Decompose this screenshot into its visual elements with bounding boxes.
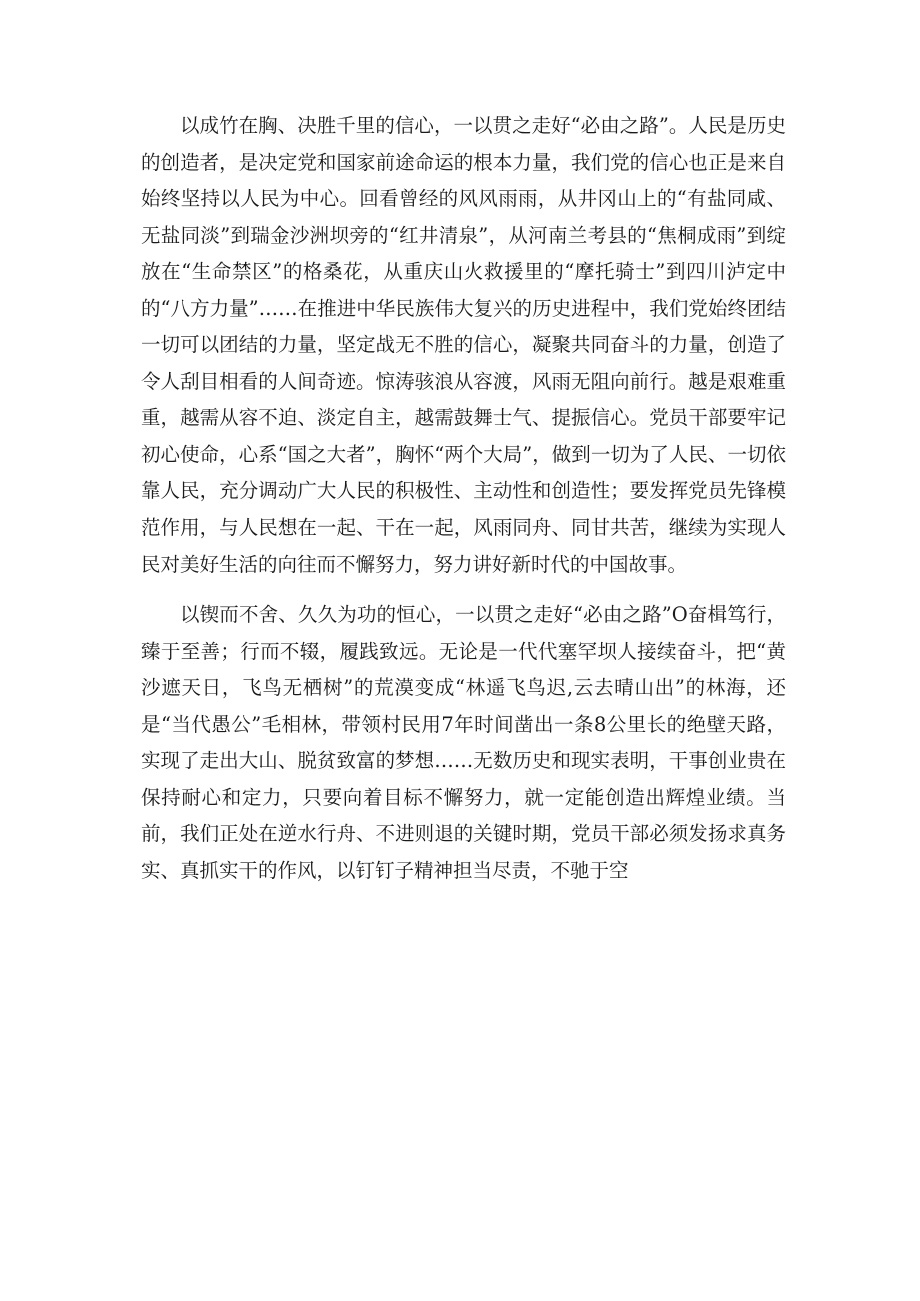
paragraph-1: 以成竹在胸、决胜千里的信心，一以贯之走好“必由之路”。人民是历史的创造者，是决定党和国家前途命运的根本力量，我们党的信心也正是来自始终坚持以人民为中心。回看曾经的风风雨雨，从井冈山上的“有盐同咸、无盐同淡”到瑞金沙洲坝旁的“红井清泉”，从河南兰考县的“焦桐成雨”到绽放在“生命禁区”的格桑花，从重庆山火救援里的“摩托骑士”到四川泸定中的“八方力量”……在推进中华民族伟大复兴的历史进程中，我们党始终团结一切可以团结的力量，坚定战无不胜的信心，凝聚共同奋斗的力量，创造了令人刮目相看的人间奇迹。惊涛骇浪从容渡，风雨无阻向前行。越是艰难重重，越需从容不迫、淡定自主，越需鼓舞士气、提振信心。党员干部要牢记初心使命，心系“国之大者”，胸怀“两个大局”，做到一切为了人民、一切依靠人民，充分调动广大人民的积极性、主动性和创造性；要发挥党员先锋模范作用，与人民想在一起、干在一起，风雨同舟、同甘共苦，继续为实现人民对美好生活的向往而不懈努力，努力讲好新时代的中国故事。: [141, 114, 786, 576]
paragraph-2: 以锲而不舍、久久为功的恒心，一以贯之走好“必由之路”O奋楫笃行，臻于至善；行而不辍，履践致远。无论是一代代塞罕坝人接续奋斗，把“黄沙遮天日，飞鸟无栖树”的荒漠变成“林遥飞鸟迟,云去晴山出”的林海，还是“当代愚公”毛相林，带领村民用7年时间凿出一条8公里长的绝壁天路，实现了走出大山、脱贫致富的梦想……无数历史和现实表明，干事创业贵在保持耐心和定力，只要向着目标不懈努力，就一定能创造出辉煌业绩。当前，我们正处在逆水行舟、不进则退的关键时期，党员干部必须发扬求真务实、真抓实干的作风，以钉钉子精神担当尽责，不驰于空: [141, 603, 786, 882]
document-body: [141, 108, 786, 889]
